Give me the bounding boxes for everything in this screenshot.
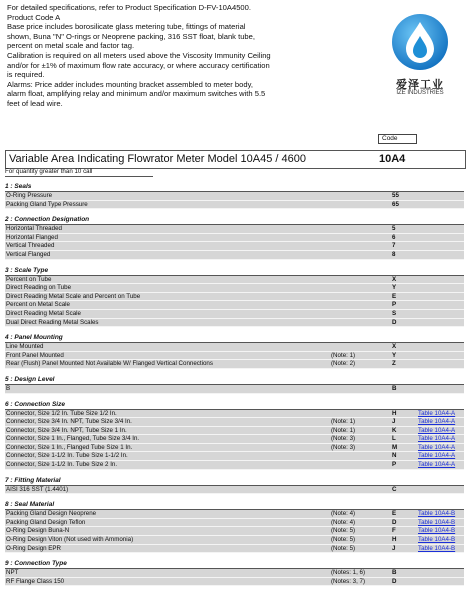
option-label: Dual Direct Reading Metal Scales [6,318,99,326]
option-code: P [392,301,397,309]
option-code: 6 [392,233,396,241]
option-row [5,276,464,285]
option-code: 65 [392,200,399,208]
option-label: Line Mounted [6,343,44,351]
intro-line: shown, Buna "N" O-rings or Neoprene packing, 316 SST float, blank tube, [7,31,255,41]
section-title: 1 : Seals [5,183,464,192]
option-label: Direct Reading on Tube [6,284,72,292]
option-code: X [392,275,397,283]
table-reference-link[interactable]: Table 10A4-A [418,409,456,417]
option-code: B [392,384,397,392]
table-reference-link[interactable]: Table 10A4-A [418,461,456,469]
option-row [5,444,464,453]
brand-name-cn: 爱泽工业 [396,79,444,91]
option-row [5,192,464,201]
option-row [5,519,464,528]
option-label: Connector, Size 1/2 In. Tube Size 1/2 In. [6,409,117,417]
section-title: 2 : Connection Designation [5,216,464,225]
intro-line: For detailed specifications, refer to Product Specification D-FV-10A4500. [7,3,251,12]
option-note: (Note: 4) [331,510,356,518]
option-label: Connector, Size 3/4 In. NPT, Tube Size 1 In. [6,426,127,434]
option-label: Horizontal Flanged [6,233,58,241]
option-code: F [392,527,396,535]
section-title: 3 : Scale Type [5,267,464,276]
option-row [5,360,464,369]
option-code: D [392,518,397,526]
option-note: (Note: 2) [331,360,356,368]
intro-line: percent on metal scale and factor tag. [7,41,135,51]
option-row [5,310,464,319]
option-code: E [392,292,397,300]
option-code: H [392,536,397,544]
table-reference-link[interactable]: Table 10A4-A [418,418,456,426]
option-code: D [392,318,397,326]
option-label: Percent on Tube [6,275,52,283]
option-row [5,578,464,587]
model-base-code: 10A4 [379,153,406,165]
option-row [5,527,464,536]
option-note: (Note: 4) [331,518,356,526]
option-label: Vertical Threaded [6,242,55,250]
option-section [5,216,464,259]
option-label: Rear (Flush) Panel Mounted Not Available W/ Flanged Vertical Connections [6,360,213,368]
option-row [5,545,464,554]
option-row [5,536,464,545]
option-section [5,501,464,553]
option-label: RF Flange Class 150 [6,577,65,585]
table-reference-link[interactable]: Table 10A4-B [418,527,456,535]
intro-line: Alarms: Price adder includes mounting bracket assembled to meter body, [7,79,253,89]
intro-line: and/or for ±1% of maximum flow rate accuracy, or where accuracy certification [7,60,270,70]
option-code: Y [392,284,397,292]
option-label: O-Ring Pressure [6,192,53,199]
option-code: C [392,485,397,493]
model-title: Variable Area Indicating Flowrator Meter Model 10A45 / 4600 [9,153,306,165]
option-code: H [392,409,397,417]
section-title: 6 : Connection Size [5,401,464,410]
option-row [5,418,464,427]
option-code: S [392,309,397,317]
table-reference-link[interactable]: Table 10A4-B [418,518,456,526]
option-row [5,284,464,293]
option-note: (Notes: 3, 7) [331,577,366,585]
intro-line: alarm float, amplifying relay and minimum and/or maximum switches with 5.5 [7,89,266,99]
option-note: (Note: 5) [331,527,356,535]
table-reference-link[interactable]: Table 10A4-A [418,443,456,451]
option-section [5,183,464,209]
option-row [5,343,464,352]
section-title: 8 : Seal Material [5,501,464,510]
brand-name-en: IZE INDUSTRIES [396,90,444,96]
option-row [5,301,464,310]
option-section [5,267,464,328]
option-row [5,293,464,302]
section-title: 5 : Design Level [5,376,464,385]
option-code: D [392,577,397,585]
option-code: 7 [392,242,396,250]
option-row [5,225,464,234]
option-label: Direct Reading Metal Scale and Percent on Tube [6,292,141,300]
option-code: J [392,418,396,426]
option-label: O-Ring Design Buna-N [6,527,70,535]
intro-line: Calibration is required on all meters used above the Viscosity Immunity Ceiling [7,50,271,60]
intro-line: is required. [7,70,45,80]
option-row [5,461,464,470]
option-label: AISI 316 SST (1.4401) [6,485,69,493]
option-code: B [392,569,397,577]
option-label: Front Panel Mounted [6,351,64,359]
table-reference-link[interactable]: Table 10A4-B [418,544,456,552]
intro-text [7,3,347,109]
option-note: (Note: 1) [331,351,356,359]
option-label: Connector, Size 1-1/2 In. Tube Size 1-1/2 In. [6,452,128,460]
code-column-header: Code [378,134,417,144]
section-title: 7 : Fitting Material [5,477,464,486]
option-row [5,410,464,419]
option-code: Y [392,351,397,359]
option-code: P [392,461,397,469]
option-code: Z [392,360,396,368]
option-row [5,352,464,361]
option-section [5,477,464,495]
section-title: 4 : Panel Mounting [5,334,464,343]
option-label: Packing Gland Design Neoprene [6,510,97,518]
option-row [5,319,464,328]
option-label: Connector, Size 1-1/2 In. Tube Size 2 In. [6,461,118,469]
option-row [5,427,464,436]
option-code: 55 [392,192,399,199]
option-label: Percent on Metal Scale [6,301,70,309]
table-reference-link[interactable]: Table 10A4-B [418,536,456,544]
option-row [5,452,464,461]
option-label: B [6,384,11,392]
option-label: Horizontal Threaded [6,225,62,233]
option-row [5,385,464,394]
table-reference-link[interactable]: Table 10A4-A [418,435,456,443]
option-label: Connector, Size 1 In., Flanged, Tube Size 3/4 In. [6,435,140,443]
option-section [5,560,464,586]
option-section [5,376,464,394]
option-label: Connector, Size 1 In., Flanged Tube Size 1 In. [6,443,133,451]
option-sections [5,183,464,593]
option-label: NPT [6,569,19,577]
option-label: Packing Gland Design Teflon [6,518,86,526]
option-code: N [392,452,397,460]
option-note: (Note: 3) [331,435,356,443]
option-label: O-Ring Design Viton (Not used with Ammonia) [6,536,134,544]
option-row [5,435,464,444]
section-title: 9 : Connection Type [5,560,464,569]
option-row [5,569,464,578]
option-row [5,234,464,243]
option-note: (Note: 1) [331,426,356,434]
option-code: X [392,343,397,351]
option-code: 8 [392,250,396,258]
option-row [5,486,464,495]
model-header [5,150,466,169]
ize-logo-icon [389,12,451,72]
intro-line: feet of lead wire. [7,98,63,108]
option-code: M [392,443,398,451]
intro-line: Product Code A [7,12,61,22]
intro-line: Base price includes borosilicate glass metering tube, fittings of material [7,22,246,32]
option-code: L [392,435,396,443]
option-note: (Notes: 1, 6) [331,569,366,577]
option-row [5,510,464,519]
option-note: (Note: 5) [331,536,356,544]
table-reference-link[interactable]: Table 10A4-A [418,452,456,460]
quantity-note: For quantity greater than 10 call [5,168,153,177]
option-code: K [392,426,397,434]
option-label: O-Ring Design EPR [6,544,62,552]
option-label: Direct Reading Metal Scale [6,309,81,317]
option-row [5,251,464,260]
option-code: E [392,510,397,518]
option-code: 5 [392,225,396,233]
option-note: (Note: 5) [331,544,356,552]
table-reference-link[interactable]: Table 10A4-A [418,426,456,434]
option-label: Packing Gland Type Pressure [6,200,88,208]
option-code: J [392,544,396,552]
option-row [5,201,464,210]
option-row [5,242,464,251]
option-label: Vertical Flanged [6,250,51,258]
option-section [5,401,464,470]
table-reference-link[interactable]: Table 10A4-B [418,510,456,518]
option-note: (Note: 1) [331,418,356,426]
option-note: (Note: 3) [331,443,356,451]
option-section [5,334,464,369]
option-label: Connector, Size 3/4 In. NPT, Tube Size 3/4 In. [6,418,132,426]
